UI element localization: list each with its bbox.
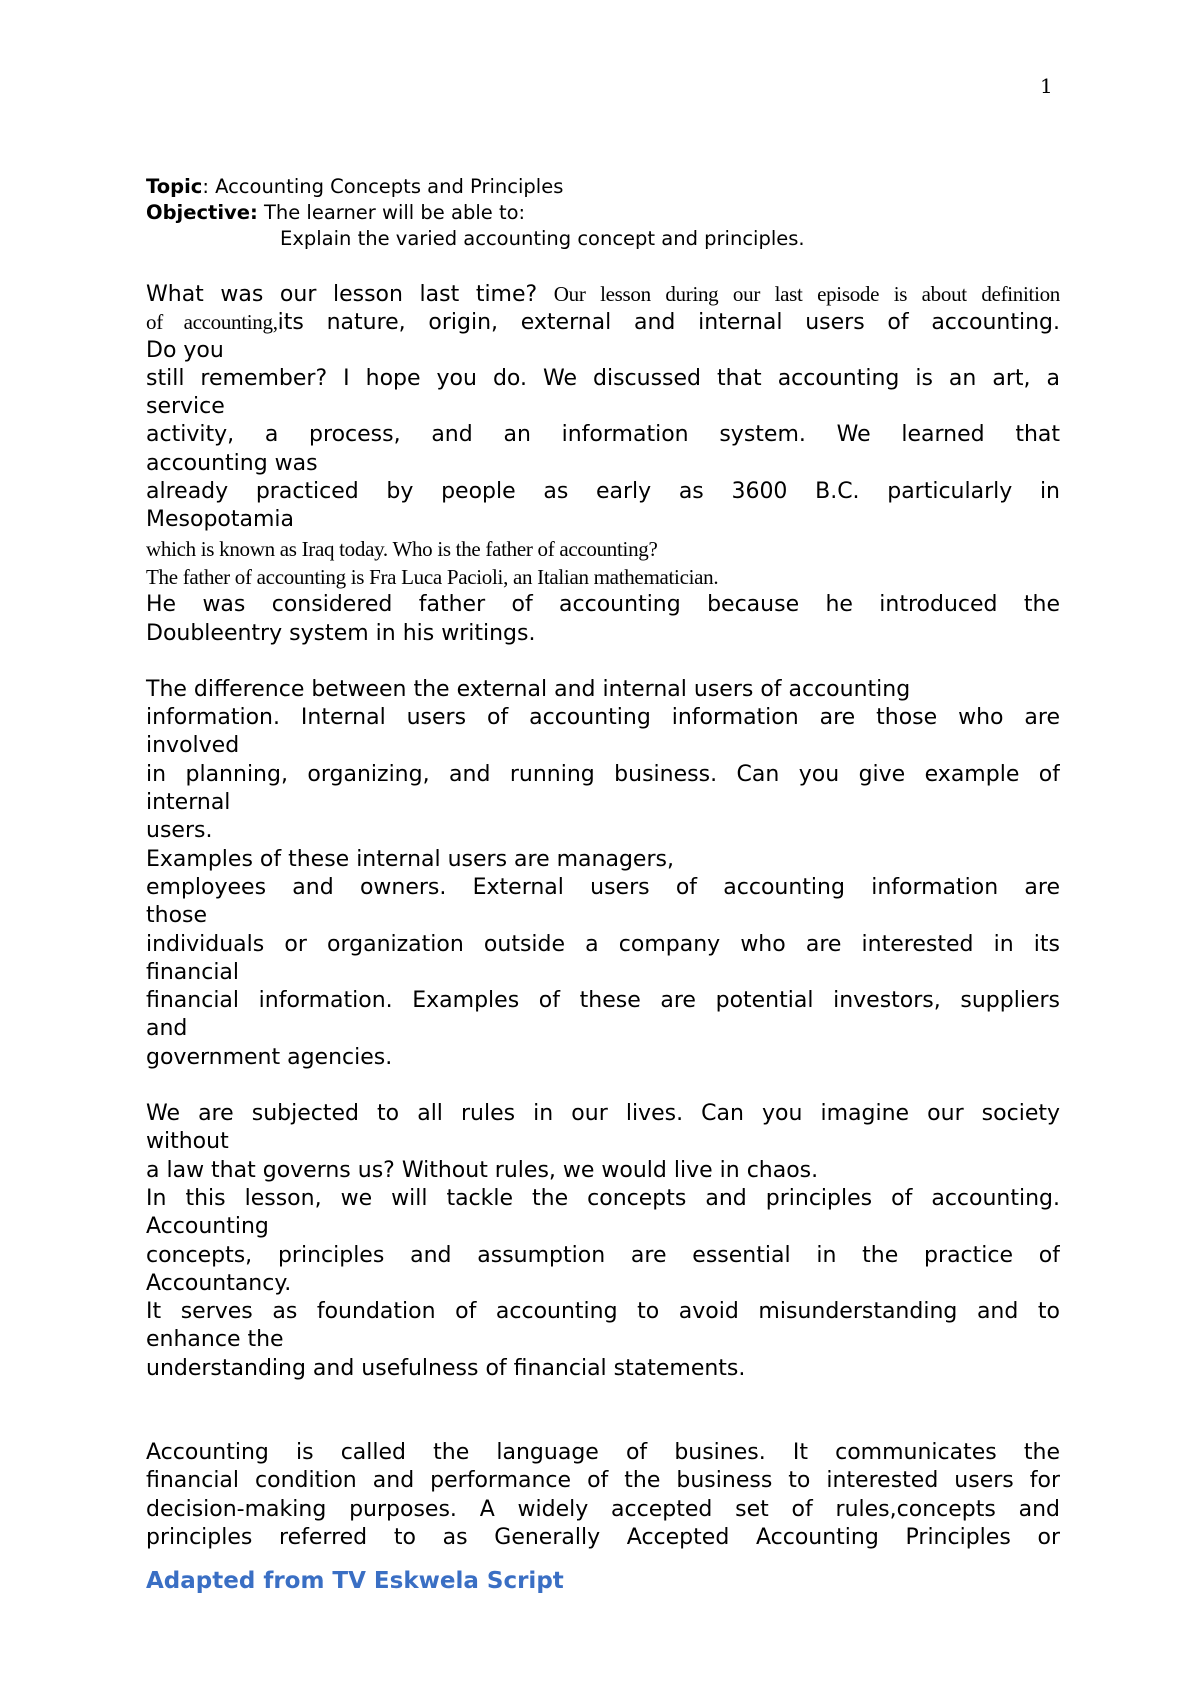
topic-value: : Accounting Concepts and Principles xyxy=(202,175,564,198)
text-line: The difference between the external and internal users of accounting xyxy=(146,676,911,702)
objective-item: Explain the varied accounting concept and principles. xyxy=(280,227,805,250)
text-line: Accounting is called the language of busines. It communicates the xyxy=(146,1439,1060,1465)
text-line: enhance the xyxy=(146,1327,284,1353)
text-line: in planning, organizing, and running business. Can you give example of xyxy=(146,761,1060,787)
text-line: decision-making purposes. A widely accepted set of rules,concepts and xyxy=(146,1496,1060,1522)
text-line xyxy=(146,280,1060,308)
spacer xyxy=(146,648,1060,676)
text-line: principles referred to as Generally Accepted Accounting Principles or xyxy=(146,1524,1060,1550)
text-line xyxy=(146,308,1060,336)
text-run: What was our lesson last time? xyxy=(146,282,554,307)
text-line: accounting was xyxy=(146,450,318,476)
objective-value: The learner will be able to: xyxy=(257,201,526,224)
text-line: Examples of these internal users are managers, xyxy=(146,846,674,872)
text-line: Mesopotamia xyxy=(146,507,294,533)
topic-label: Topic xyxy=(146,175,203,198)
spacer xyxy=(146,1383,1060,1439)
text-line: internal xyxy=(146,790,231,816)
paragraph-language xyxy=(146,1439,1060,1552)
objective-label: Objective: xyxy=(146,201,258,224)
text-line: service xyxy=(146,394,225,420)
text-line: It serves as foundation of accounting to avoid misunderstanding and to xyxy=(146,1299,1060,1325)
text-line: and xyxy=(146,1016,188,1042)
text-line: concepts, principles and assumption are essential in the practice of xyxy=(146,1242,1060,1268)
text-line: government agencies. xyxy=(146,1044,393,1070)
text-line: Accountancy. xyxy=(146,1270,292,1296)
text-line: individuals or organization outside a company who are interested in its xyxy=(146,931,1060,957)
text-run: its nature, origin, external and internal users of accounting. xyxy=(277,310,1060,336)
text-run: of accounting, xyxy=(146,310,278,335)
text-run: Our lesson during our last episode is about definition xyxy=(553,282,1060,306)
text-line: He was considered father of accounting because he introduced the xyxy=(146,592,1060,618)
footer-credit: Adapted from TV Eskwela Script xyxy=(146,1568,564,1594)
spacer xyxy=(146,1072,1060,1100)
text-line: involved xyxy=(146,733,240,759)
text-line: without xyxy=(146,1129,229,1155)
text-line: which is known as Iraq today. Who is the father of accounting? xyxy=(146,536,658,561)
text-line: We are subjected to all rules in our lives. Can you imagine our society xyxy=(146,1101,1060,1127)
text-line: In this lesson, we will tackle the concepts and principles of accounting. xyxy=(146,1185,1060,1211)
document-body xyxy=(146,174,1060,1552)
text-line: still remember? I hope you do. We discussed that accounting is an art, a xyxy=(146,365,1060,391)
topic-line xyxy=(146,174,1060,200)
text-line: Do you xyxy=(146,337,224,363)
text-line: understanding and usefulness of financial statements. xyxy=(146,1355,746,1381)
spacer xyxy=(146,252,1060,280)
text-line: information. Internal users of accounting information are those who are xyxy=(146,705,1060,731)
text-line: users. xyxy=(146,818,213,844)
text-line: financial information. Examples of these are potential investors, suppliers xyxy=(146,988,1060,1014)
paragraph-review xyxy=(146,280,1060,648)
text-line: activity, a process, and an information system. We learned that xyxy=(146,422,1060,448)
text-line: financial xyxy=(146,959,240,985)
text-line: a law that governs us? Without rules, we would live in chaos. xyxy=(146,1157,819,1183)
paragraph-users xyxy=(146,676,1060,1072)
text-line: financial condition and performance of the business to interested users for xyxy=(146,1468,1060,1494)
text-line: Doubleentry system in his writings. xyxy=(146,620,536,646)
objective-line xyxy=(146,200,1060,226)
paragraph-rules xyxy=(146,1100,1060,1383)
page-number: 1 xyxy=(1040,74,1053,98)
text-line: those xyxy=(146,903,208,929)
text-line: The father of accounting is Fra Luca Pacioli, an Italian mathematician. xyxy=(146,564,719,589)
text-line: employees and owners. External users of accounting information are xyxy=(146,874,1060,900)
text-line: Accounting xyxy=(146,1214,269,1240)
text-line: already practiced by people as early as 3600 B.C. particularly in xyxy=(146,479,1060,505)
